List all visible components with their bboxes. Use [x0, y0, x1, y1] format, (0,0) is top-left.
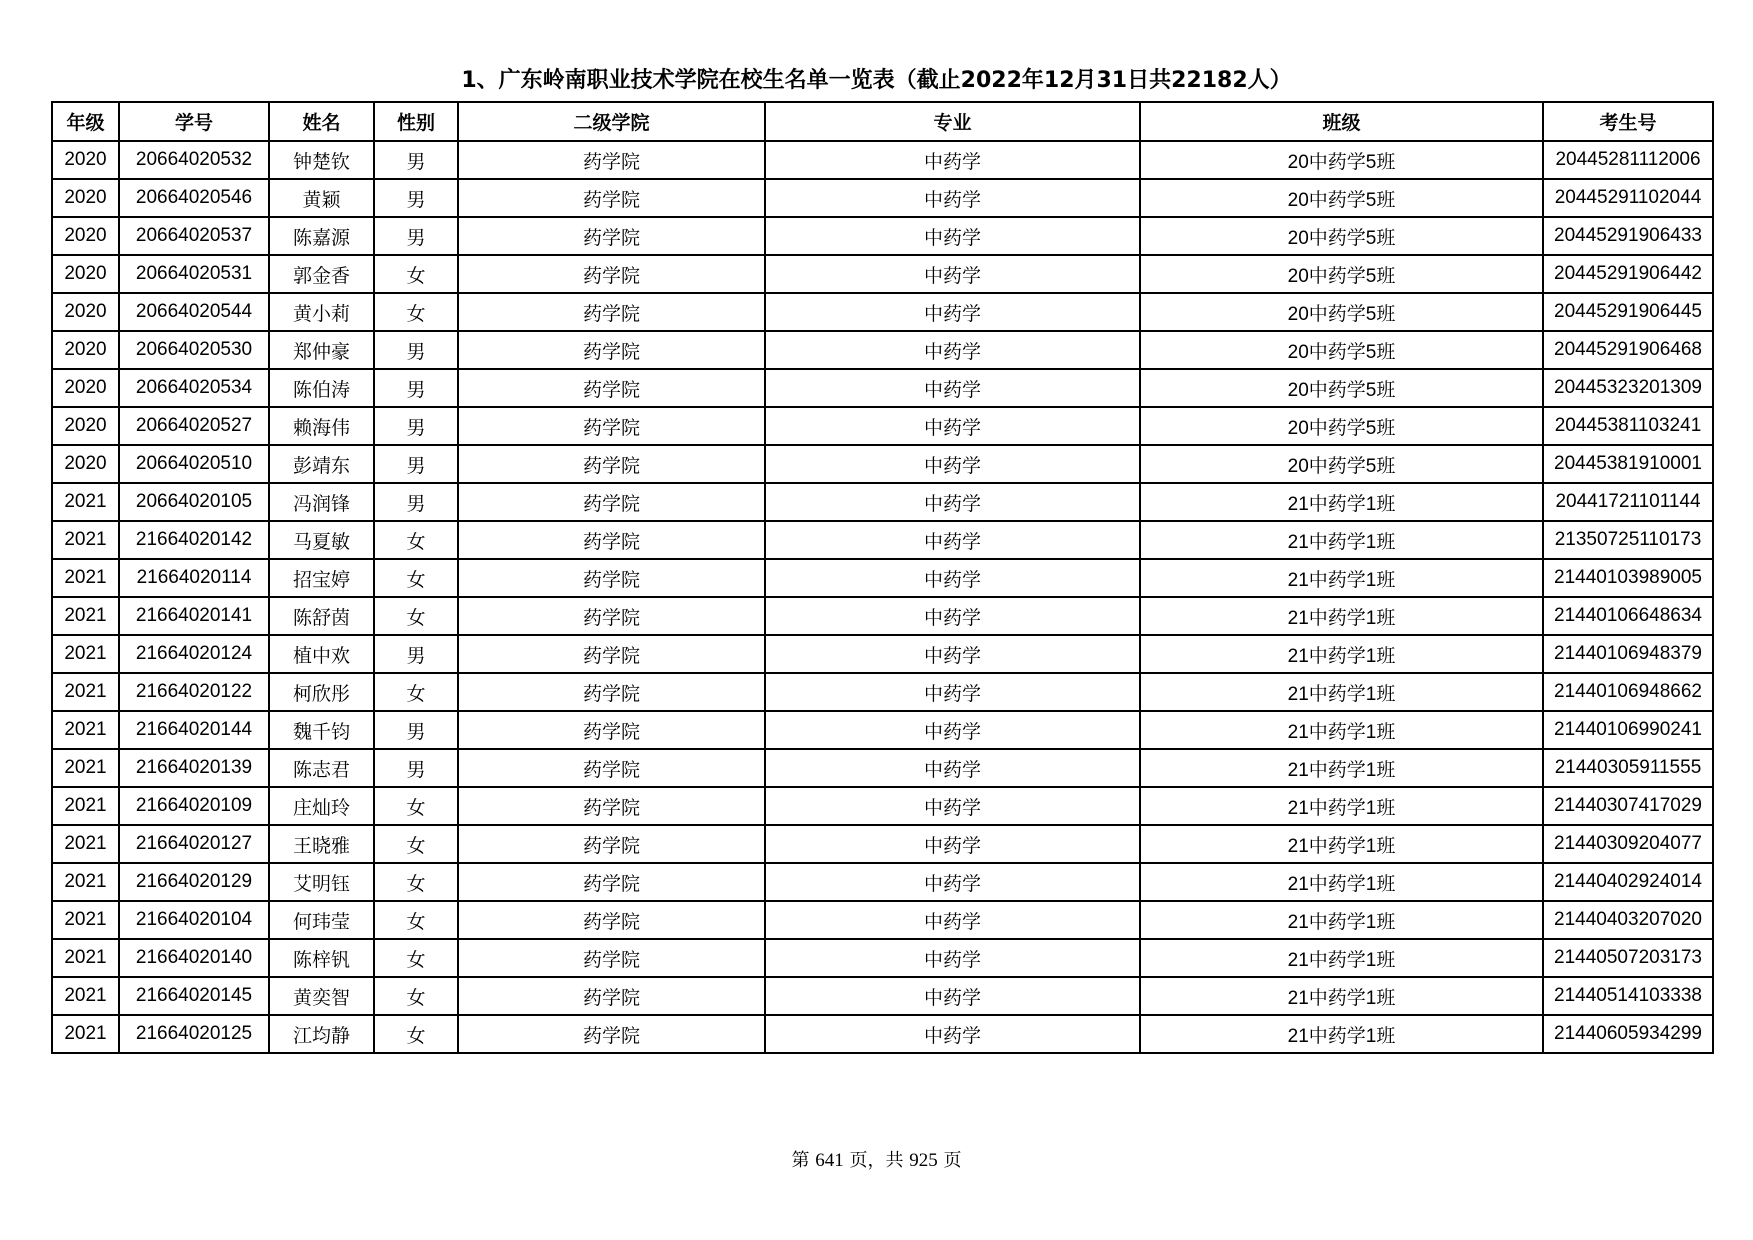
cell-class: 21中药学1班 [1140, 711, 1543, 749]
cell-college: 药学院 [458, 711, 765, 749]
cell-grade: 2021 [52, 559, 119, 597]
cell-exam-number: 21440106948379 [1543, 635, 1713, 673]
cell-student-id: 20664020532 [119, 141, 269, 179]
cell-student-id: 21664020124 [119, 635, 269, 673]
cell-exam-number: 21440402924014 [1543, 863, 1713, 901]
cell-class: 21中药学1班 [1140, 521, 1543, 559]
footer-prefix: 第 [791, 1150, 816, 1171]
cell-class: 21中药学1班 [1140, 635, 1543, 673]
cell-college: 药学院 [458, 901, 765, 939]
cell-exam-number: 21440309204077 [1543, 825, 1713, 863]
cell-major: 中药学 [765, 635, 1140, 673]
cell-college: 药学院 [458, 749, 765, 787]
cell-major: 中药学 [765, 787, 1140, 825]
cell-major: 中药学 [765, 179, 1140, 217]
cell-name: 赖海伟 [269, 407, 374, 445]
cell-gender: 女 [374, 293, 458, 331]
cell-grade: 2020 [52, 255, 119, 293]
cell-class: 20中药学5班 [1140, 217, 1543, 255]
cell-name: 陈志君 [269, 749, 374, 787]
cell-college: 药学院 [458, 939, 765, 977]
table-row [52, 217, 1713, 255]
header-grade: 年级 [52, 102, 119, 141]
cell-grade: 2021 [52, 977, 119, 1015]
cell-gender: 女 [374, 825, 458, 863]
cell-student-id: 20664020537 [119, 217, 269, 255]
cell-gender: 男 [374, 407, 458, 445]
cell-gender: 女 [374, 901, 458, 939]
header-class: 班级 [1140, 102, 1543, 141]
cell-major: 中药学 [765, 483, 1140, 521]
cell-class: 21中药学1班 [1140, 673, 1543, 711]
cell-grade: 2021 [52, 711, 119, 749]
cell-college: 药学院 [458, 141, 765, 179]
cell-class: 21中药学1班 [1140, 901, 1543, 939]
table-row [52, 711, 1713, 749]
cell-grade: 2020 [52, 141, 119, 179]
cell-college: 药学院 [458, 673, 765, 711]
table-row [52, 521, 1713, 559]
cell-name: 植中欢 [269, 635, 374, 673]
cell-gender: 男 [374, 217, 458, 255]
cell-gender: 男 [374, 369, 458, 407]
cell-name: 陈嘉源 [269, 217, 374, 255]
cell-college: 药学院 [458, 255, 765, 293]
footer-middle: 页，共 [843, 1150, 910, 1171]
cell-exam-number: 21440507203173 [1543, 939, 1713, 977]
cell-student-id: 21664020140 [119, 939, 269, 977]
table-row [52, 369, 1713, 407]
cell-college: 药学院 [458, 445, 765, 483]
cell-gender: 女 [374, 1015, 458, 1053]
header-name: 姓名 [269, 102, 374, 141]
cell-grade: 2020 [52, 217, 119, 255]
cell-name: 黄小莉 [269, 293, 374, 331]
cell-student-id: 21664020104 [119, 901, 269, 939]
cell-student-id: 20664020105 [119, 483, 269, 521]
cell-grade: 2021 [52, 939, 119, 977]
cell-student-id: 21664020114 [119, 559, 269, 597]
cell-college: 药学院 [458, 597, 765, 635]
table-row [52, 939, 1713, 977]
cell-gender: 女 [374, 787, 458, 825]
cell-college: 药学院 [458, 977, 765, 1015]
cell-exam-number: 21440106648634 [1543, 597, 1713, 635]
cell-grade: 2021 [52, 635, 119, 673]
cell-exam-number: 21440305911555 [1543, 749, 1713, 787]
cell-grade: 2021 [52, 483, 119, 521]
cell-name: 陈梓钒 [269, 939, 374, 977]
cell-major: 中药学 [765, 825, 1140, 863]
cell-grade: 2020 [52, 179, 119, 217]
cell-exam-number: 21350725110173 [1543, 521, 1713, 559]
cell-student-id: 20664020534 [119, 369, 269, 407]
cell-name: 江均静 [269, 1015, 374, 1053]
cell-class: 20中药学5班 [1140, 255, 1543, 293]
header-college: 二级学院 [458, 102, 765, 141]
table-header-row [52, 102, 1713, 141]
cell-exam-number: 21440106948662 [1543, 673, 1713, 711]
cell-name: 彭靖东 [269, 445, 374, 483]
cell-class: 21中药学1班 [1140, 825, 1543, 863]
cell-exam-number: 21440605934299 [1543, 1015, 1713, 1053]
cell-class: 21中药学1班 [1140, 977, 1543, 1015]
table-row [52, 1015, 1713, 1053]
cell-gender: 女 [374, 521, 458, 559]
cell-name: 郭金香 [269, 255, 374, 293]
cell-student-id: 21664020139 [119, 749, 269, 787]
cell-name: 招宝婷 [269, 559, 374, 597]
cell-class: 21中药学1班 [1140, 787, 1543, 825]
cell-exam-number: 21440106990241 [1543, 711, 1713, 749]
cell-name: 钟楚钦 [269, 141, 374, 179]
cell-grade: 2021 [52, 825, 119, 863]
cell-major: 中药学 [765, 141, 1140, 179]
cell-gender: 男 [374, 445, 458, 483]
footer-suffix: 页 [937, 1150, 962, 1171]
cell-student-id: 21664020127 [119, 825, 269, 863]
cell-grade: 2021 [52, 1015, 119, 1053]
cell-major: 中药学 [765, 749, 1140, 787]
cell-class: 21中药学1班 [1140, 483, 1543, 521]
table-row [52, 255, 1713, 293]
cell-grade: 2021 [52, 787, 119, 825]
cell-exam-number: 21440514103338 [1543, 977, 1713, 1015]
cell-college: 药学院 [458, 787, 765, 825]
table-row [52, 863, 1713, 901]
cell-grade: 2021 [52, 673, 119, 711]
cell-major: 中药学 [765, 711, 1140, 749]
cell-exam-number: 20445291906442 [1543, 255, 1713, 293]
cell-name: 冯润锋 [269, 483, 374, 521]
cell-college: 药学院 [458, 293, 765, 331]
cell-gender: 女 [374, 673, 458, 711]
cell-college: 药学院 [458, 179, 765, 217]
cell-gender: 女 [374, 559, 458, 597]
cell-student-id: 21664020144 [119, 711, 269, 749]
cell-college: 药学院 [458, 217, 765, 255]
cell-class: 20中药学5班 [1140, 141, 1543, 179]
cell-gender: 男 [374, 635, 458, 673]
cell-name: 庄灿玲 [269, 787, 374, 825]
cell-college: 药学院 [458, 407, 765, 445]
table-row [52, 673, 1713, 711]
cell-class: 20中药学5班 [1140, 331, 1543, 369]
cell-student-id: 20664020544 [119, 293, 269, 331]
cell-student-id: 20664020531 [119, 255, 269, 293]
cell-major: 中药学 [765, 673, 1140, 711]
header-exam-number: 考生号 [1543, 102, 1713, 141]
cell-name: 黄颖 [269, 179, 374, 217]
cell-class: 21中药学1班 [1140, 559, 1543, 597]
cell-student-id: 21664020142 [119, 521, 269, 559]
cell-student-id: 20664020530 [119, 331, 269, 369]
table-row [52, 141, 1713, 179]
cell-gender: 女 [374, 939, 458, 977]
cell-exam-number: 20445291102044 [1543, 179, 1713, 217]
header-major: 专业 [765, 102, 1140, 141]
cell-major: 中药学 [765, 331, 1140, 369]
cell-student-id: 20664020527 [119, 407, 269, 445]
cell-name: 王晓雅 [269, 825, 374, 863]
cell-gender: 女 [374, 255, 458, 293]
table-row [52, 445, 1713, 483]
cell-student-id: 21664020125 [119, 1015, 269, 1053]
cell-name: 郑仲豪 [269, 331, 374, 369]
cell-college: 药学院 [458, 369, 765, 407]
cell-student-id: 20664020546 [119, 179, 269, 217]
cell-grade: 2021 [52, 521, 119, 559]
cell-class: 20中药学5班 [1140, 407, 1543, 445]
table-row [52, 293, 1713, 331]
cell-student-id: 21664020141 [119, 597, 269, 635]
cell-grade: 2020 [52, 331, 119, 369]
cell-name: 何玮莹 [269, 901, 374, 939]
cell-major: 中药学 [765, 255, 1140, 293]
cell-major: 中药学 [765, 1015, 1140, 1053]
cell-class: 20中药学5班 [1140, 293, 1543, 331]
page-footer [0, 1146, 1753, 1172]
total-page-count: 925 [909, 1150, 938, 1171]
cell-major: 中药学 [765, 407, 1140, 445]
table-row [52, 559, 1713, 597]
cell-exam-number: 20445291906468 [1543, 331, 1713, 369]
cell-grade: 2021 [52, 597, 119, 635]
cell-class: 20中药学5班 [1140, 369, 1543, 407]
table-body [52, 141, 1713, 1053]
cell-class: 21中药学1班 [1140, 939, 1543, 977]
cell-student-id: 21664020145 [119, 977, 269, 1015]
cell-college: 药学院 [458, 635, 765, 673]
table-row [52, 331, 1713, 369]
cell-exam-number: 20441721101144 [1543, 483, 1713, 521]
cell-name: 黄奕智 [269, 977, 374, 1015]
table-row [52, 749, 1713, 787]
cell-gender: 男 [374, 179, 458, 217]
cell-major: 中药学 [765, 977, 1140, 1015]
cell-exam-number: 21440307417029 [1543, 787, 1713, 825]
cell-grade: 2020 [52, 293, 119, 331]
cell-college: 药学院 [458, 521, 765, 559]
cell-major: 中药学 [765, 559, 1140, 597]
table-row [52, 901, 1713, 939]
cell-gender: 男 [374, 331, 458, 369]
cell-name: 陈舒茵 [269, 597, 374, 635]
cell-major: 中药学 [765, 369, 1140, 407]
table-row [52, 825, 1713, 863]
table-row [52, 635, 1713, 673]
cell-gender: 男 [374, 749, 458, 787]
cell-exam-number: 21440103989005 [1543, 559, 1713, 597]
cell-gender: 女 [374, 977, 458, 1015]
cell-major: 中药学 [765, 521, 1140, 559]
cell-grade: 2020 [52, 369, 119, 407]
cell-student-id: 21664020122 [119, 673, 269, 711]
table-row [52, 483, 1713, 521]
cell-grade: 2021 [52, 901, 119, 939]
cell-college: 药学院 [458, 863, 765, 901]
cell-gender: 男 [374, 711, 458, 749]
cell-student-id: 20664020510 [119, 445, 269, 483]
cell-major: 中药学 [765, 901, 1140, 939]
cell-class: 20中药学5班 [1140, 445, 1543, 483]
header-gender: 性别 [374, 102, 458, 141]
cell-exam-number: 20445291906445 [1543, 293, 1713, 331]
cell-class: 21中药学1班 [1140, 863, 1543, 901]
cell-major: 中药学 [765, 217, 1140, 255]
cell-exam-number: 20445323201309 [1543, 369, 1713, 407]
cell-name: 柯欣彤 [269, 673, 374, 711]
cell-major: 中药学 [765, 445, 1140, 483]
cell-gender: 女 [374, 863, 458, 901]
cell-class: 21中药学1班 [1140, 597, 1543, 635]
cell-exam-number: 20445381103241 [1543, 407, 1713, 445]
cell-name: 艾明钰 [269, 863, 374, 901]
cell-name: 马夏敏 [269, 521, 374, 559]
cell-major: 中药学 [765, 863, 1140, 901]
cell-grade: 2021 [52, 863, 119, 901]
cell-exam-number: 21440403207020 [1543, 901, 1713, 939]
cell-class: 21中药学1班 [1140, 749, 1543, 787]
cell-student-id: 21664020129 [119, 863, 269, 901]
cell-exam-number: 20445281112006 [1543, 141, 1713, 179]
cell-gender: 女 [374, 597, 458, 635]
cell-college: 药学院 [458, 559, 765, 597]
cell-college: 药学院 [458, 331, 765, 369]
table-row [52, 179, 1713, 217]
cell-major: 中药学 [765, 597, 1140, 635]
table-row [52, 597, 1713, 635]
cell-class: 21中药学1班 [1140, 1015, 1543, 1053]
cell-grade: 2020 [52, 445, 119, 483]
cell-name: 陈伯涛 [269, 369, 374, 407]
table-row [52, 407, 1713, 445]
cell-exam-number: 20445381910001 [1543, 445, 1713, 483]
cell-grade: 2020 [52, 407, 119, 445]
cell-name: 魏千钧 [269, 711, 374, 749]
cell-major: 中药学 [765, 293, 1140, 331]
current-page-number: 641 [815, 1150, 844, 1171]
cell-gender: 男 [374, 483, 458, 521]
cell-college: 药学院 [458, 1015, 765, 1053]
cell-exam-number: 20445291906433 [1543, 217, 1713, 255]
cell-college: 药学院 [458, 483, 765, 521]
cell-college: 药学院 [458, 825, 765, 863]
table-row [52, 977, 1713, 1015]
header-student-id: 学号 [119, 102, 269, 141]
cell-gender: 男 [374, 141, 458, 179]
table-row [52, 787, 1713, 825]
cell-major: 中药学 [765, 939, 1140, 977]
student-roster-table [51, 101, 1714, 1054]
cell-grade: 2021 [52, 749, 119, 787]
cell-student-id: 21664020109 [119, 787, 269, 825]
cell-class: 20中药学5班 [1140, 179, 1543, 217]
document-title: 1、广东岭南职业技术学院在校生名单一览表（截止2022年12月31日共22182人） [461, 68, 1292, 93]
